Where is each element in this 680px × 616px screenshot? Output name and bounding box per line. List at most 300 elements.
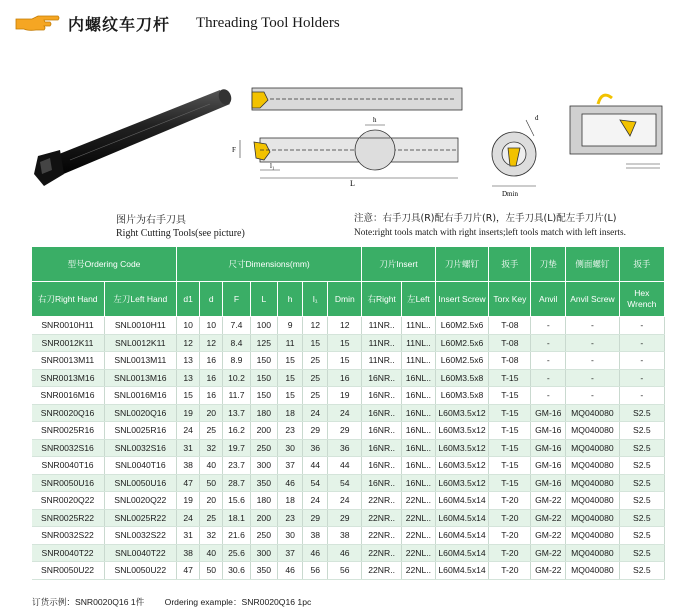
table-cell: 31 <box>177 527 200 545</box>
table-cell: SNL0010H11 <box>104 317 177 335</box>
table-cell: 47 <box>177 562 200 580</box>
table-cell: 300 <box>250 457 277 475</box>
subheader-cell: d1 <box>177 282 200 317</box>
ordering-example-en: Ordering example：SNR0020Q16 1pc <box>164 597 312 607</box>
table-cell: 12 <box>200 334 223 352</box>
table-cell: 15 <box>328 352 362 370</box>
table-cell: 22NR.. <box>362 562 402 580</box>
table-cell: 24 <box>177 422 200 440</box>
table-cell: SNR0050U16 <box>32 474 105 492</box>
table-cell: 16NR.. <box>362 369 402 387</box>
table-cell: GM-16 <box>531 474 566 492</box>
spec-table <box>31 246 665 580</box>
page-title-en: Threading Tool Holders <box>196 14 340 31</box>
table-cell: 300 <box>250 544 277 562</box>
table-cell: SNL0020Q16 <box>104 404 177 422</box>
table-cell: - <box>619 369 664 387</box>
table-cell: 19 <box>177 492 200 510</box>
table-cell: L60M4.5x14 <box>435 562 489 580</box>
table-cell: 40 <box>200 457 223 475</box>
table-cell: SNL0012K11 <box>104 334 177 352</box>
table-cell: 20 <box>200 492 223 510</box>
table-cell: 22NR.. <box>362 492 402 510</box>
table-cell: 18 <box>277 492 302 510</box>
table-cell: 21.6 <box>223 527 250 545</box>
table-cell: 250 <box>250 439 277 457</box>
table-cell: SNL0025R16 <box>104 422 177 440</box>
table-cell: 25 <box>303 352 328 370</box>
table-cell: 40 <box>200 544 223 562</box>
table-cell: T-20 <box>489 527 531 545</box>
table-cell: 11NL.. <box>402 317 436 335</box>
header-dimensions: 尺寸Dimensions(mm) <box>177 247 362 282</box>
table-cell: 54 <box>303 474 328 492</box>
subheader-cell: d <box>200 282 223 317</box>
subheader-cell: Anvil Screw <box>566 282 620 317</box>
table-cell: - <box>531 317 566 335</box>
table-cell: 15 <box>328 334 362 352</box>
table-cell: MQ040080 <box>566 509 620 527</box>
table-cell: 36 <box>328 439 362 457</box>
table-cell: - <box>566 334 620 352</box>
table-cell: 350 <box>250 474 277 492</box>
table-cell: 25 <box>303 387 328 405</box>
ordering-example <box>32 596 329 608</box>
table-cell: MQ040080 <box>566 544 620 562</box>
table-cell: 22NL.. <box>402 544 436 562</box>
table-cell: 47 <box>177 474 200 492</box>
table-cell: 46 <box>303 544 328 562</box>
table-cell: 12 <box>328 317 362 335</box>
table-cell: SNR0025R22 <box>32 509 105 527</box>
table-cell: - <box>531 352 566 370</box>
table-cell: T-15 <box>489 474 531 492</box>
table-cell: T-08 <box>489 317 531 335</box>
table-cell: MQ040080 <box>566 527 620 545</box>
table-row <box>32 404 665 422</box>
label-l1: l₁ <box>270 162 275 170</box>
table-cell: 16 <box>200 352 223 370</box>
table-cell: GM-22 <box>531 527 566 545</box>
table-cell: L60M3.5x8 <box>435 369 489 387</box>
table-cell: SNR0016M16 <box>32 387 105 405</box>
table-cell: L60M4.5x14 <box>435 492 489 510</box>
table-cell: SNL0020Q22 <box>104 492 177 510</box>
table-cell: 44 <box>303 457 328 475</box>
table-cell: GM-22 <box>531 509 566 527</box>
table-cell: - <box>531 387 566 405</box>
subheader-cell: 右刀Right Hand <box>32 282 105 317</box>
table-row <box>32 422 665 440</box>
table-cell: 11NL.. <box>402 334 436 352</box>
subheader-cell: l₁ <box>303 282 328 317</box>
table-cell: GM-22 <box>531 492 566 510</box>
table-cell: 15 <box>277 352 302 370</box>
table-cell: L60M3.5x12 <box>435 422 489 440</box>
table-cell: 7.4 <box>223 317 250 335</box>
table-cell: 250 <box>250 527 277 545</box>
table-cell: - <box>619 352 664 370</box>
subheader-cell: Anvil <box>531 282 566 317</box>
table-cell: L60M3.5x12 <box>435 404 489 422</box>
table-cell: GM-16 <box>531 439 566 457</box>
table-cell: SNR0020Q16 <box>32 404 105 422</box>
table-cell: 11NL.. <box>402 352 436 370</box>
table-cell: 16NL.. <box>402 457 436 475</box>
table-cell: 8.9 <box>223 352 250 370</box>
table-cell: 15.6 <box>223 492 250 510</box>
table-cell: 25.6 <box>223 544 250 562</box>
table-cell: 50 <box>200 474 223 492</box>
table-cell: GM-16 <box>531 404 566 422</box>
table-cell: GM-16 <box>531 457 566 475</box>
table-cell: 24 <box>328 404 362 422</box>
caption-left-en: Right Cutting Tools(see picture) <box>116 228 245 239</box>
table-cell: 16NL.. <box>402 422 436 440</box>
table-cell: - <box>531 369 566 387</box>
ordering-example-cn: 订货示例：SNR0020Q16 1件 <box>32 597 145 607</box>
table-cell: 11NR.. <box>362 317 402 335</box>
table-cell: T-20 <box>489 544 531 562</box>
table-cell: - <box>619 334 664 352</box>
table-cell: 11.7 <box>223 387 250 405</box>
table-cell: 16NR.. <box>362 387 402 405</box>
table-cell: 16NR.. <box>362 474 402 492</box>
subheader-cell: Dmin <box>328 282 362 317</box>
table-cell: T-20 <box>489 509 531 527</box>
caption-right-cutting <box>116 214 245 240</box>
table-cell: 200 <box>250 509 277 527</box>
table-cell: 24 <box>303 492 328 510</box>
table-cell: S2.5 <box>619 439 664 457</box>
table-cell: 16NR.. <box>362 422 402 440</box>
table-cell: S2.5 <box>619 404 664 422</box>
table-cell: 15 <box>277 369 302 387</box>
table-cell: 15 <box>177 387 200 405</box>
table-cell: 18.1 <box>223 509 250 527</box>
table-cell: 38 <box>328 527 362 545</box>
table-cell: 46 <box>277 562 302 580</box>
table-cell: 29 <box>328 509 362 527</box>
technical-drawings <box>230 70 670 210</box>
table-cell: L60M2.5x6 <box>435 352 489 370</box>
table-cell: MQ040080 <box>566 404 620 422</box>
table-cell: 12 <box>177 334 200 352</box>
caption-note-en: Note:right tools match with right inserts;left tools match with left inserts. <box>354 228 626 238</box>
table-cell: SNR0025R16 <box>32 422 105 440</box>
table-cell: T-15 <box>489 387 531 405</box>
label-h: h <box>373 116 377 124</box>
table-cell: SNL0013M16 <box>104 369 177 387</box>
table-cell: 46 <box>328 544 362 562</box>
table-cell: 16NL.. <box>402 474 436 492</box>
table-cell: GM-16 <box>531 422 566 440</box>
table-cell: 11NR.. <box>362 352 402 370</box>
table-row <box>32 457 665 475</box>
table-cell: - <box>566 369 620 387</box>
table-cell: 16NR.. <box>362 404 402 422</box>
table-cell: 16NR.. <box>362 457 402 475</box>
table-cell: 25 <box>303 369 328 387</box>
table-cell: T-15 <box>489 439 531 457</box>
table-cell: 23 <box>277 509 302 527</box>
table-cell: SNR0040T22 <box>32 544 105 562</box>
table-cell: 15 <box>303 334 328 352</box>
table-cell: T-08 <box>489 334 531 352</box>
table-row <box>32 509 665 527</box>
table-cell: SNR0013M11 <box>32 352 105 370</box>
page-title-cn: 内螺纹车刀杆 <box>68 14 171 34</box>
table-cell: 22NL.. <box>402 492 436 510</box>
subheader-cell: F <box>223 282 250 317</box>
table-cell: S2.5 <box>619 544 664 562</box>
table-cell: 11 <box>277 334 302 352</box>
table-cell: 9 <box>277 317 302 335</box>
table-cell: T-08 <box>489 352 531 370</box>
table-cell: 16 <box>200 387 223 405</box>
table-cell: 13 <box>177 352 200 370</box>
table-cell: 16 <box>200 369 223 387</box>
table-cell: SNR0012K11 <box>32 334 105 352</box>
table-cell: SNR0032S22 <box>32 527 105 545</box>
table-cell: L60M3.5x12 <box>435 457 489 475</box>
table-cell: 16NL.. <box>402 439 436 457</box>
table-row <box>32 544 665 562</box>
table-cell: T-20 <box>489 492 531 510</box>
table-row <box>32 474 665 492</box>
table-cell: 22NL.. <box>402 509 436 527</box>
table-cell: GM-22 <box>531 562 566 580</box>
table-cell: 38 <box>177 544 200 562</box>
table-cell: 10 <box>200 317 223 335</box>
table-cell: MQ040080 <box>566 422 620 440</box>
table-cell: S2.5 <box>619 562 664 580</box>
table-cell: 24 <box>177 509 200 527</box>
table-cell: - <box>531 334 566 352</box>
table-cell: 44 <box>328 457 362 475</box>
subheader-cell: 右Right <box>362 282 402 317</box>
subheader-cell: 左Left <box>402 282 436 317</box>
table-cell: 15 <box>277 387 302 405</box>
table-cell: 50 <box>200 562 223 580</box>
table-cell: SNL0032S16 <box>104 439 177 457</box>
subheader-cell: h <box>277 282 302 317</box>
table-cell: 36 <box>303 439 328 457</box>
table-cell: MQ040080 <box>566 439 620 457</box>
table-cell: 180 <box>250 404 277 422</box>
caption-note-cn: 注意：右手刀具(R)配右手刀片(R)，左手刀具(L)配左手刀片(L) <box>354 213 617 224</box>
table-row <box>32 352 665 370</box>
table-cell: 56 <box>328 562 362 580</box>
table-cell: 350 <box>250 562 277 580</box>
table-cell: S2.5 <box>619 457 664 475</box>
table-cell: MQ040080 <box>566 474 620 492</box>
subheader-cell: Torx Key <box>489 282 531 317</box>
table-row <box>32 562 665 580</box>
header-anvil-screw: 侧面螺钉 <box>566 247 620 282</box>
table-cell: SNL0025R22 <box>104 509 177 527</box>
table-cell: 56 <box>303 562 328 580</box>
table-cell: 8.4 <box>223 334 250 352</box>
table-cell: 16.2 <box>223 422 250 440</box>
table-cell: L60M2.5x6 <box>435 334 489 352</box>
table-cell: SNR0050U22 <box>32 562 105 580</box>
table-cell: 24 <box>328 492 362 510</box>
table-cell: 22NR.. <box>362 544 402 562</box>
header-ordering-code: 型号Ordering Code <box>32 247 177 282</box>
table-cell: 125 <box>250 334 277 352</box>
table-cell: L60M3.5x12 <box>435 439 489 457</box>
table-cell: 38 <box>177 457 200 475</box>
table-cell: 22NR.. <box>362 527 402 545</box>
table-cell: 30.6 <box>223 562 250 580</box>
pointing-hand-icon <box>14 12 60 34</box>
table-cell: - <box>619 387 664 405</box>
caption-left-cn: 图片为右手刀具 <box>116 215 186 226</box>
table-cell: 19.7 <box>223 439 250 457</box>
table-row <box>32 369 665 387</box>
table-cell: L60M4.5x14 <box>435 509 489 527</box>
label-F: F <box>232 146 236 154</box>
table-cell: 12 <box>303 317 328 335</box>
table-row <box>32 334 665 352</box>
table-cell: MQ040080 <box>566 457 620 475</box>
table-cell: 28.7 <box>223 474 250 492</box>
table-cell: 19 <box>328 387 362 405</box>
table-cell: SNL0013M11 <box>104 352 177 370</box>
subheader-cell: Hex Wrench <box>619 282 664 317</box>
table-cell: MQ040080 <box>566 562 620 580</box>
table-cell: SNL0050U16 <box>104 474 177 492</box>
table-cell: 38 <box>303 527 328 545</box>
table-cell: L60M2.5x6 <box>435 317 489 335</box>
table-cell: 30 <box>277 527 302 545</box>
table-cell: SNR0032S16 <box>32 439 105 457</box>
table-cell: 22NL.. <box>402 527 436 545</box>
table-cell: T-20 <box>489 562 531 580</box>
table-cell: SNR0040T16 <box>32 457 105 475</box>
table-cell: 150 <box>250 352 277 370</box>
table-cell: SNL0032S22 <box>104 527 177 545</box>
table-cell: 180 <box>250 492 277 510</box>
table-cell: 29 <box>328 422 362 440</box>
table-cell: 31 <box>177 439 200 457</box>
table-cell: L60M3.5x8 <box>435 387 489 405</box>
table-cell: 16NL.. <box>402 369 436 387</box>
table-cell: 16NL.. <box>402 387 436 405</box>
table-cell: SNL0040T22 <box>104 544 177 562</box>
table-cell: 37 <box>277 544 302 562</box>
table-cell: 13.7 <box>223 404 250 422</box>
header-insert: 刀片Insert <box>362 247 436 282</box>
table-cell: 25 <box>200 509 223 527</box>
caption-note <box>354 212 626 240</box>
table-cell: L60M3.5x12 <box>435 474 489 492</box>
table-cell: 46 <box>277 474 302 492</box>
table-cell: 25 <box>200 422 223 440</box>
header-anvil: 刀垫 <box>531 247 566 282</box>
table-cell: - <box>566 387 620 405</box>
table-cell: 18 <box>277 404 302 422</box>
table-cell: 200 <box>250 422 277 440</box>
table-row <box>32 492 665 510</box>
table-row <box>32 317 665 335</box>
header-insert-screw: 刀片螺钉 <box>435 247 489 282</box>
table-cell: 29 <box>303 422 328 440</box>
table-cell: T-15 <box>489 457 531 475</box>
subheader-cell: L <box>250 282 277 317</box>
tool-holder-photo <box>30 78 250 208</box>
table-cell: 16NR.. <box>362 439 402 457</box>
table-cell: S2.5 <box>619 509 664 527</box>
table-cell: S2.5 <box>619 422 664 440</box>
table-cell: SNL0040T16 <box>104 457 177 475</box>
table-cell: 37 <box>277 457 302 475</box>
label-d: d <box>535 114 539 122</box>
table-cell: 10 <box>177 317 200 335</box>
table-cell: SNR0013M16 <box>32 369 105 387</box>
table-cell: 16 <box>328 369 362 387</box>
table-cell: T-15 <box>489 404 531 422</box>
table-cell: 29 <box>303 509 328 527</box>
table-cell: - <box>619 317 664 335</box>
table-cell: 54 <box>328 474 362 492</box>
table-cell: L60M4.5x14 <box>435 527 489 545</box>
table-cell: SNR0010H11 <box>32 317 105 335</box>
table-cell: 23 <box>277 422 302 440</box>
table-cell: S2.5 <box>619 527 664 545</box>
table-cell: SNR0020Q22 <box>32 492 105 510</box>
table-cell: 150 <box>250 369 277 387</box>
header-torx-key: 扳手 <box>489 247 531 282</box>
subheader-cell: 左刀Left Hand <box>104 282 177 317</box>
table-cell: 11NR.. <box>362 334 402 352</box>
table-cell: 100 <box>250 317 277 335</box>
table-row <box>32 439 665 457</box>
subheader-cell: Insert Screw <box>435 282 489 317</box>
table-cell: 24 <box>303 404 328 422</box>
table-cell: - <box>566 352 620 370</box>
table-cell: 22NL.. <box>402 562 436 580</box>
table-cell: T-15 <box>489 422 531 440</box>
table-cell: 22NR.. <box>362 509 402 527</box>
table-cell: L60M4.5x14 <box>435 544 489 562</box>
table-row <box>32 387 665 405</box>
page-header <box>14 10 340 36</box>
table-cell: 13 <box>177 369 200 387</box>
table-cell: 32 <box>200 439 223 457</box>
header-hex-wrench: 扳手 <box>619 247 664 282</box>
table-cell: S2.5 <box>619 474 664 492</box>
table-row <box>32 527 665 545</box>
table-cell: 10.2 <box>223 369 250 387</box>
table-cell: 30 <box>277 439 302 457</box>
table-cell: 32 <box>200 527 223 545</box>
table-cell: SNL0016M16 <box>104 387 177 405</box>
table-cell: SNL0050U22 <box>104 562 177 580</box>
table-cell: 20 <box>200 404 223 422</box>
table-cell: 150 <box>250 387 277 405</box>
label-L: L <box>350 179 355 188</box>
table-cell: 23.7 <box>223 457 250 475</box>
label-Dmin: Dmin <box>502 190 518 198</box>
table-cell: S2.5 <box>619 492 664 510</box>
table-cell: MQ040080 <box>566 492 620 510</box>
table-cell: T-15 <box>489 369 531 387</box>
table-cell: GM-22 <box>531 544 566 562</box>
table-cell: 19 <box>177 404 200 422</box>
table-cell: 16NL.. <box>402 404 436 422</box>
